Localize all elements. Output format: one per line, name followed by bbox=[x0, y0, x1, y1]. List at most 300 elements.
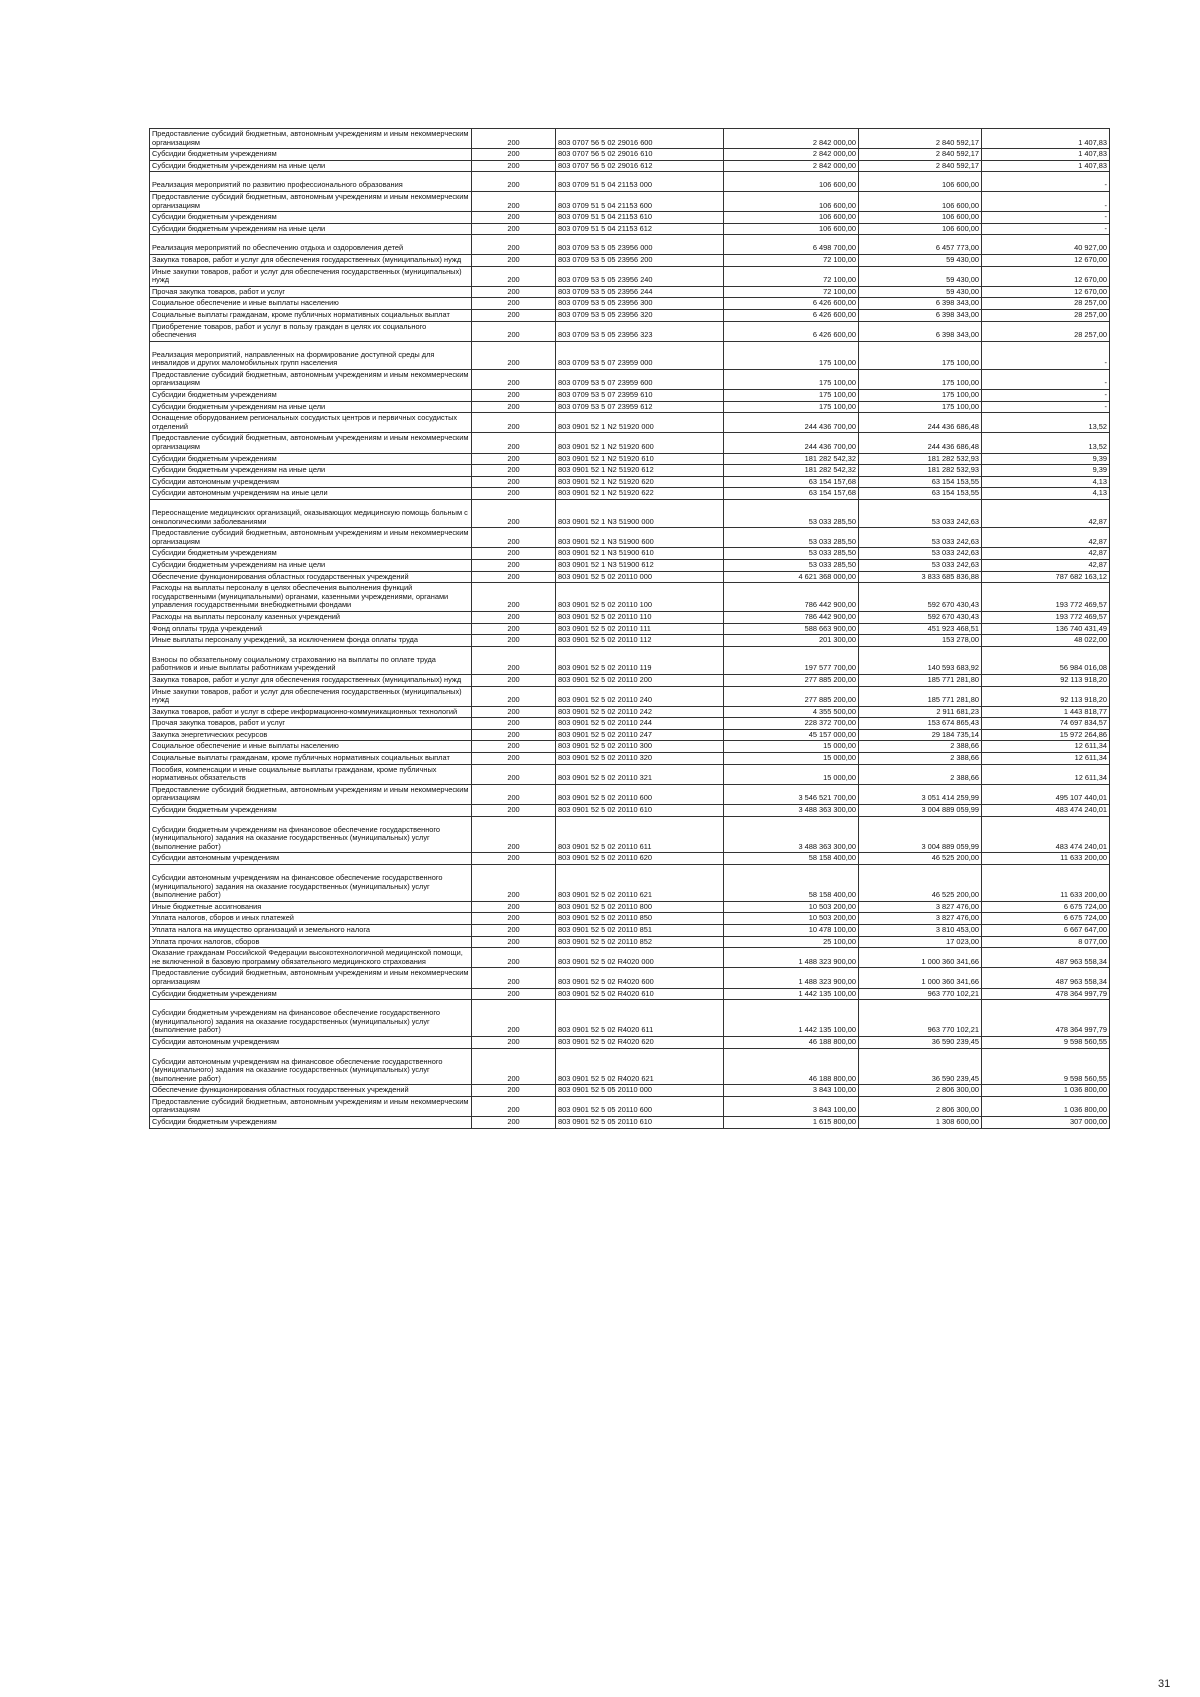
row-budget-code: 803 0709 53 5 05 23956 323 bbox=[556, 321, 724, 341]
row-executed-amount: 244 436 686,48 bbox=[859, 413, 982, 433]
row-unexecuted-amount: 1 407,83 bbox=[982, 129, 1110, 149]
table-row bbox=[150, 465, 1110, 477]
row-name: Субсидии бюджетным учреждениям bbox=[150, 805, 472, 817]
row-budget-code: 803 0709 53 5 07 23959 000 bbox=[556, 341, 724, 369]
table-row bbox=[150, 223, 1110, 235]
row-budget-code: 803 0901 52 5 02 20110 610 bbox=[556, 805, 724, 817]
row-executed-amount: 185 771 281,80 bbox=[859, 674, 982, 686]
row-approved-amount: 1 442 135 100,00 bbox=[724, 988, 859, 1000]
row-budget-code: 803 0901 52 1 N2 51920 000 bbox=[556, 413, 724, 433]
row-budget-code: 803 0709 51 5 04 21153 000 bbox=[556, 172, 724, 192]
row-executed-amount: 6 398 343,00 bbox=[859, 321, 982, 341]
row-line-code: 200 bbox=[472, 764, 556, 784]
row-unexecuted-amount: - bbox=[982, 401, 1110, 413]
row-executed-amount: 963 770 102,21 bbox=[859, 988, 982, 1000]
row-line-code: 200 bbox=[472, 488, 556, 500]
row-name: Субсидии автономным учреждениям bbox=[150, 476, 472, 488]
row-unexecuted-amount: 42,87 bbox=[982, 559, 1110, 571]
row-executed-amount: 63 154 153,55 bbox=[859, 476, 982, 488]
row-name: Предоставление субсидий бюджетным, автономным учреждениям и иным некоммерческим организациям bbox=[150, 784, 472, 804]
row-line-code: 200 bbox=[472, 611, 556, 623]
row-unexecuted-amount: - bbox=[982, 172, 1110, 192]
row-approved-amount: 53 033 285,50 bbox=[724, 500, 859, 528]
row-approved-amount: 10 503 200,00 bbox=[724, 901, 859, 913]
row-executed-amount: 59 430,00 bbox=[859, 286, 982, 298]
row-name: Реализация мероприятий по развитию профессионального образования bbox=[150, 172, 472, 192]
row-name: Субсидии бюджетным учреждениям на иные цели bbox=[150, 559, 472, 571]
row-approved-amount: 3 488 363 300,00 bbox=[724, 816, 859, 853]
row-executed-amount: 53 033 242,63 bbox=[859, 500, 982, 528]
row-executed-amount: 3 051 414 259,99 bbox=[859, 784, 982, 804]
row-approved-amount: 3 546 521 700,00 bbox=[724, 784, 859, 804]
row-budget-code: 803 0901 52 5 02 20110 242 bbox=[556, 706, 724, 718]
row-unexecuted-amount: 15 972 264,86 bbox=[982, 729, 1110, 741]
row-name: Предоставление субсидий бюджетным, автономным учреждениям и иным некоммерческим организациям bbox=[150, 369, 472, 389]
table-row bbox=[150, 865, 1110, 902]
row-unexecuted-amount: 92 113 918,20 bbox=[982, 674, 1110, 686]
table-row bbox=[150, 706, 1110, 718]
row-unexecuted-amount: 1 443 818,77 bbox=[982, 706, 1110, 718]
table-row bbox=[150, 298, 1110, 310]
table-row bbox=[150, 453, 1110, 465]
row-executed-amount: 175 100,00 bbox=[859, 401, 982, 413]
row-line-code: 200 bbox=[472, 235, 556, 255]
row-budget-code: 803 0709 53 5 05 23956 240 bbox=[556, 266, 724, 286]
row-line-code: 200 bbox=[472, 528, 556, 548]
row-line-code: 200 bbox=[472, 674, 556, 686]
row-name: Субсидии бюджетным учреждениям bbox=[150, 1117, 472, 1129]
row-name: Иные закупки товаров, работ и услуг для обеспечения государственных (муниципальных) нужд bbox=[150, 686, 472, 706]
row-line-code: 200 bbox=[472, 1085, 556, 1097]
row-name: Предоставление субсидий бюджетным, автономным учреждениям и иным некоммерческим организациям bbox=[150, 433, 472, 453]
row-executed-amount: 592 670 430,43 bbox=[859, 611, 982, 623]
row-unexecuted-amount: 487 963 558,34 bbox=[982, 968, 1110, 988]
row-budget-code: 803 0901 52 1 N2 51920 622 bbox=[556, 488, 724, 500]
row-name: Субсидии бюджетным учреждениям bbox=[150, 548, 472, 560]
table-row bbox=[150, 718, 1110, 730]
row-line-code: 200 bbox=[472, 1096, 556, 1116]
row-line-code: 200 bbox=[472, 948, 556, 968]
row-approved-amount: 1 442 135 100,00 bbox=[724, 1000, 859, 1037]
row-executed-amount: 592 670 430,43 bbox=[859, 583, 982, 612]
row-executed-amount: 175 100,00 bbox=[859, 390, 982, 402]
table-row bbox=[150, 191, 1110, 211]
row-unexecuted-amount: 1 407,83 bbox=[982, 160, 1110, 172]
row-budget-code: 803 0901 52 5 02 R4020 610 bbox=[556, 988, 724, 1000]
row-approved-amount: 46 188 800,00 bbox=[724, 1048, 859, 1085]
row-unexecuted-amount: 9,39 bbox=[982, 465, 1110, 477]
row-budget-code: 803 0709 53 5 05 23956 200 bbox=[556, 254, 724, 266]
table-row bbox=[150, 433, 1110, 453]
row-name: Субсидии бюджетным учреждениям bbox=[150, 390, 472, 402]
row-executed-amount: 3 833 685 836,88 bbox=[859, 571, 982, 583]
row-name: Предоставление субсидий бюджетным, автономным учреждениям и иным некоммерческим организациям bbox=[150, 528, 472, 548]
row-approved-amount: 10 503 200,00 bbox=[724, 913, 859, 925]
row-line-code: 200 bbox=[472, 548, 556, 560]
row-executed-amount: 36 590 239,45 bbox=[859, 1048, 982, 1085]
row-line-code: 200 bbox=[472, 413, 556, 433]
row-budget-code: 803 0709 53 5 05 23956 300 bbox=[556, 298, 724, 310]
row-budget-code: 803 0901 52 1 N2 51920 610 bbox=[556, 453, 724, 465]
row-executed-amount: 244 436 686,48 bbox=[859, 433, 982, 453]
row-line-code: 200 bbox=[472, 729, 556, 741]
table-row bbox=[150, 476, 1110, 488]
row-approved-amount: 786 442 900,00 bbox=[724, 611, 859, 623]
row-line-code: 200 bbox=[472, 686, 556, 706]
row-executed-amount: 1 000 360 341,66 bbox=[859, 968, 982, 988]
row-budget-code: 803 0901 52 5 02 R4020 611 bbox=[556, 1000, 724, 1037]
row-approved-amount: 1 615 800,00 bbox=[724, 1117, 859, 1129]
row-budget-code: 803 0901 52 5 02 R4020 600 bbox=[556, 968, 724, 988]
row-unexecuted-amount: 28 257,00 bbox=[982, 309, 1110, 321]
row-budget-code: 803 0901 52 5 02 20110 110 bbox=[556, 611, 724, 623]
table-row bbox=[150, 646, 1110, 674]
row-line-code: 200 bbox=[472, 901, 556, 913]
row-line-code: 200 bbox=[472, 341, 556, 369]
row-budget-code: 803 0901 52 5 02 20110 621 bbox=[556, 865, 724, 902]
row-budget-code: 803 0709 51 5 04 21153 610 bbox=[556, 212, 724, 224]
row-budget-code: 803 0709 53 5 05 23956 244 bbox=[556, 286, 724, 298]
table-row bbox=[150, 160, 1110, 172]
row-approved-amount: 2 842 000,00 bbox=[724, 149, 859, 161]
row-unexecuted-amount: 12 611,34 bbox=[982, 753, 1110, 765]
row-name: Иные выплаты персоналу учреждений, за исключением фонда оплаты труда bbox=[150, 635, 472, 647]
row-unexecuted-amount: - bbox=[982, 369, 1110, 389]
row-unexecuted-amount: 483 474 240,01 bbox=[982, 816, 1110, 853]
row-name: Социальные выплаты гражданам, кроме публичных нормативных социальных выплат bbox=[150, 753, 472, 765]
row-executed-amount: 2 911 681,23 bbox=[859, 706, 982, 718]
row-line-code: 200 bbox=[472, 172, 556, 192]
row-approved-amount: 1 488 323 900,00 bbox=[724, 968, 859, 988]
row-approved-amount: 175 100,00 bbox=[724, 401, 859, 413]
row-name: Переоснащение медицинских организаций, оказывающих медицинскую помощь больным с онкологическими заболеваниями bbox=[150, 500, 472, 528]
row-unexecuted-amount: 4,13 bbox=[982, 476, 1110, 488]
row-unexecuted-amount: 11 633 200,00 bbox=[982, 865, 1110, 902]
row-budget-code: 803 0901 52 5 02 20110 240 bbox=[556, 686, 724, 706]
table-row bbox=[150, 948, 1110, 968]
table-body bbox=[150, 129, 1110, 1129]
table-row bbox=[150, 235, 1110, 255]
row-line-code: 200 bbox=[472, 1000, 556, 1037]
row-approved-amount: 4 355 500,00 bbox=[724, 706, 859, 718]
row-executed-amount: 59 430,00 bbox=[859, 254, 982, 266]
table-row bbox=[150, 816, 1110, 853]
row-name: Закупка товаров, работ и услуг в сфере информационно-коммуникационных технологий bbox=[150, 706, 472, 718]
row-unexecuted-amount: 478 364 997,79 bbox=[982, 988, 1110, 1000]
row-line-code: 200 bbox=[472, 212, 556, 224]
row-executed-amount: 1 308 600,00 bbox=[859, 1117, 982, 1129]
row-approved-amount: 3 488 363 300,00 bbox=[724, 805, 859, 817]
row-unexecuted-amount: 12 611,34 bbox=[982, 741, 1110, 753]
row-budget-code: 803 0901 52 5 02 20110 111 bbox=[556, 623, 724, 635]
row-line-code: 200 bbox=[472, 476, 556, 488]
row-name: Предоставление субсидий бюджетным, автономным учреждениям и иным некоммерческим организациям bbox=[150, 1096, 472, 1116]
table-row bbox=[150, 805, 1110, 817]
row-unexecuted-amount: 11 633 200,00 bbox=[982, 853, 1110, 865]
table-row bbox=[150, 924, 1110, 936]
row-approved-amount: 72 100,00 bbox=[724, 286, 859, 298]
row-line-code: 200 bbox=[472, 1036, 556, 1048]
row-approved-amount: 63 154 157,68 bbox=[724, 476, 859, 488]
row-approved-amount: 46 188 800,00 bbox=[724, 1036, 859, 1048]
row-name: Субсидии автономным учреждениям bbox=[150, 1036, 472, 1048]
row-approved-amount: 244 436 700,00 bbox=[724, 413, 859, 433]
row-budget-code: 803 0709 53 5 05 23956 320 bbox=[556, 309, 724, 321]
row-name: Иные бюджетные ассигнования bbox=[150, 901, 472, 913]
row-budget-code: 803 0901 52 5 02 20110 244 bbox=[556, 718, 724, 730]
row-name: Субсидии автономным учреждениям на финансовое обеспечение государственного (муниципального) задания на оказание государственных (муниципальных) услуг (выполнение работ) bbox=[150, 865, 472, 902]
row-unexecuted-amount: 193 772 469,57 bbox=[982, 583, 1110, 612]
row-budget-code: 803 0901 52 5 02 20110 000 bbox=[556, 571, 724, 583]
row-executed-amount: 6 398 343,00 bbox=[859, 309, 982, 321]
row-line-code: 200 bbox=[472, 266, 556, 286]
row-budget-code: 803 0709 53 5 07 23959 612 bbox=[556, 401, 724, 413]
row-unexecuted-amount: 42,87 bbox=[982, 500, 1110, 528]
row-budget-code: 803 0707 56 5 02 29016 600 bbox=[556, 129, 724, 149]
row-unexecuted-amount: - bbox=[982, 223, 1110, 235]
row-name: Фонд оплаты труда учреждений bbox=[150, 623, 472, 635]
row-name: Реализация мероприятий, направленных на формирование доступной среды для инвалидов и других маломобильных групп населения bbox=[150, 341, 472, 369]
table-row bbox=[150, 401, 1110, 413]
row-approved-amount: 277 885 200,00 bbox=[724, 674, 859, 686]
row-unexecuted-amount: 307 000,00 bbox=[982, 1117, 1110, 1129]
row-executed-amount: 181 282 532,93 bbox=[859, 453, 982, 465]
row-unexecuted-amount: 12 670,00 bbox=[982, 254, 1110, 266]
row-unexecuted-amount: 74 697 834,57 bbox=[982, 718, 1110, 730]
table-row bbox=[150, 149, 1110, 161]
row-line-code: 200 bbox=[472, 988, 556, 1000]
row-approved-amount: 4 621 368 000,00 bbox=[724, 571, 859, 583]
row-executed-amount: 185 771 281,80 bbox=[859, 686, 982, 706]
row-unexecuted-amount: 56 984 016,08 bbox=[982, 646, 1110, 674]
table-row bbox=[150, 571, 1110, 583]
table-row bbox=[150, 1117, 1110, 1129]
row-approved-amount: 197 577 700,00 bbox=[724, 646, 859, 674]
table-row bbox=[150, 741, 1110, 753]
row-line-code: 200 bbox=[472, 223, 556, 235]
row-approved-amount: 6 498 700,00 bbox=[724, 235, 859, 255]
row-name: Уплата налогов, сборов и иных платежей bbox=[150, 913, 472, 925]
row-name: Уплата прочих налогов, сборов bbox=[150, 936, 472, 948]
table-row bbox=[150, 611, 1110, 623]
row-unexecuted-amount: 13,52 bbox=[982, 413, 1110, 433]
row-unexecuted-amount: 42,87 bbox=[982, 548, 1110, 560]
row-unexecuted-amount: 12 670,00 bbox=[982, 266, 1110, 286]
row-budget-code: 803 0709 53 5 05 23956 000 bbox=[556, 235, 724, 255]
table-row bbox=[150, 988, 1110, 1000]
row-name: Субсидии бюджетным учреждениям на финансовое обеспечение государственного (муниципального) задания на оказание государственных (муниципальных) услуг (выполнение работ) bbox=[150, 816, 472, 853]
row-approved-amount: 72 100,00 bbox=[724, 254, 859, 266]
row-budget-code: 803 0901 52 1 N2 51920 600 bbox=[556, 433, 724, 453]
row-unexecuted-amount: 6 675 724,00 bbox=[982, 901, 1110, 913]
row-line-code: 200 bbox=[472, 936, 556, 948]
table-row bbox=[150, 1096, 1110, 1116]
row-budget-code: 803 0901 52 1 N3 51900 610 bbox=[556, 548, 724, 560]
table-row bbox=[150, 1000, 1110, 1037]
table-row bbox=[150, 853, 1110, 865]
row-line-code: 200 bbox=[472, 453, 556, 465]
row-executed-amount: 3 004 889 059,99 bbox=[859, 816, 982, 853]
table-row bbox=[150, 286, 1110, 298]
row-budget-code: 803 0901 52 5 02 20110 850 bbox=[556, 913, 724, 925]
row-name: Субсидии бюджетным учреждениям на иные цели bbox=[150, 223, 472, 235]
row-line-code: 200 bbox=[472, 753, 556, 765]
row-budget-code: 803 0901 52 5 02 R4020 621 bbox=[556, 1048, 724, 1085]
table-row bbox=[150, 548, 1110, 560]
row-line-code: 200 bbox=[472, 465, 556, 477]
table-row bbox=[150, 729, 1110, 741]
row-budget-code: 803 0901 52 5 02 20110 321 bbox=[556, 764, 724, 784]
table-row bbox=[150, 500, 1110, 528]
row-approved-amount: 6 426 600,00 bbox=[724, 298, 859, 310]
table-row bbox=[150, 674, 1110, 686]
row-executed-amount: 2 806 300,00 bbox=[859, 1096, 982, 1116]
row-budget-code: 803 0707 56 5 02 29016 610 bbox=[556, 149, 724, 161]
row-executed-amount: 59 430,00 bbox=[859, 266, 982, 286]
row-unexecuted-amount: - bbox=[982, 341, 1110, 369]
row-executed-amount: 153 674 865,43 bbox=[859, 718, 982, 730]
row-name: Субсидии автономным учреждениям на иные цели bbox=[150, 488, 472, 500]
row-executed-amount: 53 033 242,63 bbox=[859, 548, 982, 560]
table-row bbox=[150, 488, 1110, 500]
row-unexecuted-amount: 92 113 918,20 bbox=[982, 686, 1110, 706]
row-executed-amount: 2 840 592,17 bbox=[859, 160, 982, 172]
row-executed-amount: 2 388,66 bbox=[859, 753, 982, 765]
row-name: Закупка товаров, работ и услуг для обеспечения государственных (муниципальных) нужд bbox=[150, 674, 472, 686]
row-budget-code: 803 0709 51 5 04 21153 600 bbox=[556, 191, 724, 211]
row-unexecuted-amount: 1 407,83 bbox=[982, 149, 1110, 161]
table-row bbox=[150, 390, 1110, 402]
row-approved-amount: 175 100,00 bbox=[724, 390, 859, 402]
table-row bbox=[150, 309, 1110, 321]
row-name: Реализация мероприятий по обеспечению отдыха и оздоровления детей bbox=[150, 235, 472, 255]
table-row bbox=[150, 901, 1110, 913]
row-unexecuted-amount: - bbox=[982, 390, 1110, 402]
row-line-code: 200 bbox=[472, 559, 556, 571]
row-approved-amount: 2 842 000,00 bbox=[724, 129, 859, 149]
row-name: Расходы на выплаты персоналу казенных учреждений bbox=[150, 611, 472, 623]
row-approved-amount: 3 843 100,00 bbox=[724, 1085, 859, 1097]
row-unexecuted-amount: 9 598 560,55 bbox=[982, 1048, 1110, 1085]
row-unexecuted-amount: 42,87 bbox=[982, 528, 1110, 548]
row-line-code: 200 bbox=[472, 784, 556, 804]
row-unexecuted-amount: 193 772 469,57 bbox=[982, 611, 1110, 623]
table-row bbox=[150, 172, 1110, 192]
row-name: Субсидии бюджетным учреждениям bbox=[150, 149, 472, 161]
row-unexecuted-amount: 13,52 bbox=[982, 433, 1110, 453]
row-executed-amount: 29 184 735,14 bbox=[859, 729, 982, 741]
row-name: Закупка товаров, работ и услуг для обеспечения государственных (муниципальных) нужд bbox=[150, 254, 472, 266]
row-approved-amount: 45 157 000,00 bbox=[724, 729, 859, 741]
row-name: Субсидии автономным учреждениям bbox=[150, 853, 472, 865]
row-line-code: 200 bbox=[472, 718, 556, 730]
row-name: Субсидии бюджетным учреждениям на иные цели bbox=[150, 465, 472, 477]
row-approved-amount: 786 442 900,00 bbox=[724, 583, 859, 612]
row-approved-amount: 15 000,00 bbox=[724, 753, 859, 765]
table-row bbox=[150, 1048, 1110, 1085]
row-unexecuted-amount: 478 364 997,79 bbox=[982, 1000, 1110, 1037]
row-line-code: 200 bbox=[472, 646, 556, 674]
row-unexecuted-amount: 28 257,00 bbox=[982, 321, 1110, 341]
row-unexecuted-amount: - bbox=[982, 212, 1110, 224]
row-approved-amount: 15 000,00 bbox=[724, 741, 859, 753]
row-approved-amount: 1 488 323 900,00 bbox=[724, 948, 859, 968]
table-row bbox=[150, 753, 1110, 765]
budget-execution-table bbox=[149, 128, 1110, 1129]
row-line-code: 200 bbox=[472, 129, 556, 149]
row-executed-amount: 53 033 242,63 bbox=[859, 559, 982, 571]
row-budget-code: 803 0901 52 5 02 R4020 620 bbox=[556, 1036, 724, 1048]
row-line-code: 200 bbox=[472, 1117, 556, 1129]
row-line-code: 200 bbox=[472, 968, 556, 988]
row-budget-code: 803 0901 52 1 N3 51900 612 bbox=[556, 559, 724, 571]
row-unexecuted-amount: 1 036 800,00 bbox=[982, 1085, 1110, 1097]
row-line-code: 200 bbox=[472, 1048, 556, 1085]
row-executed-amount: 1 000 360 341,66 bbox=[859, 948, 982, 968]
row-budget-code: 803 0901 52 5 05 20110 600 bbox=[556, 1096, 724, 1116]
row-name: Обеспечение функционирования областных государственных учреждений bbox=[150, 1085, 472, 1097]
row-budget-code: 803 0901 52 5 02 20110 300 bbox=[556, 741, 724, 753]
row-name: Субсидии автономным учреждениям на финансовое обеспечение государственного (муниципального) задания на оказание государственных (муниципальных) услуг (выполнение работ) bbox=[150, 1048, 472, 1085]
row-budget-code: 803 0901 52 5 02 20110 851 bbox=[556, 924, 724, 936]
row-executed-amount: 17 023,00 bbox=[859, 936, 982, 948]
table-row bbox=[150, 635, 1110, 647]
row-unexecuted-amount: 483 474 240,01 bbox=[982, 805, 1110, 817]
row-line-code: 200 bbox=[472, 583, 556, 612]
row-budget-code: 803 0709 53 5 07 23959 600 bbox=[556, 369, 724, 389]
row-approved-amount: 58 158 400,00 bbox=[724, 853, 859, 865]
row-name: Субсидии бюджетным учреждениям bbox=[150, 988, 472, 1000]
table-row bbox=[150, 341, 1110, 369]
row-executed-amount: 6 457 773,00 bbox=[859, 235, 982, 255]
row-approved-amount: 106 600,00 bbox=[724, 172, 859, 192]
row-line-code: 200 bbox=[472, 298, 556, 310]
row-budget-code: 803 0901 52 5 02 20110 119 bbox=[556, 646, 724, 674]
row-name: Субсидии бюджетным учреждениям bbox=[150, 212, 472, 224]
row-unexecuted-amount: 1 036 800,00 bbox=[982, 1096, 1110, 1116]
row-approved-amount: 3 843 100,00 bbox=[724, 1096, 859, 1116]
row-name: Оснащение оборудованием региональных сосудистых центров и первичных сосудистых отделений bbox=[150, 413, 472, 433]
table-row bbox=[150, 413, 1110, 433]
row-budget-code: 803 0901 52 5 02 20110 112 bbox=[556, 635, 724, 647]
row-budget-code: 803 0901 52 5 05 20110 000 bbox=[556, 1085, 724, 1097]
row-approved-amount: 201 300,00 bbox=[724, 635, 859, 647]
row-executed-amount: 963 770 102,21 bbox=[859, 1000, 982, 1037]
row-name: Оказание гражданам Российской Федерации высокотехнологичной медицинской помощи, не включенной в базовую программу обязательного медицинского страхования bbox=[150, 948, 472, 968]
row-line-code: 200 bbox=[472, 321, 556, 341]
row-budget-code: 803 0709 51 5 04 21153 612 bbox=[556, 223, 724, 235]
row-line-code: 200 bbox=[472, 741, 556, 753]
row-line-code: 200 bbox=[472, 369, 556, 389]
row-unexecuted-amount: 48 022,00 bbox=[982, 635, 1110, 647]
row-executed-amount: 6 398 343,00 bbox=[859, 298, 982, 310]
row-name: Обеспечение функционирования областных государственных учреждений bbox=[150, 571, 472, 583]
row-unexecuted-amount: - bbox=[982, 191, 1110, 211]
table-row bbox=[150, 913, 1110, 925]
row-line-code: 200 bbox=[472, 865, 556, 902]
row-approved-amount: 175 100,00 bbox=[724, 341, 859, 369]
row-line-code: 200 bbox=[472, 433, 556, 453]
row-approved-amount: 53 033 285,50 bbox=[724, 528, 859, 548]
row-budget-code: 803 0901 52 5 02 20110 200 bbox=[556, 674, 724, 686]
table-row bbox=[150, 1036, 1110, 1048]
row-budget-code: 803 0707 56 5 02 29016 612 bbox=[556, 160, 724, 172]
row-executed-amount: 2 840 592,17 bbox=[859, 129, 982, 149]
row-name: Социальное обеспечение и иные выплаты населению bbox=[150, 298, 472, 310]
row-approved-amount: 15 000,00 bbox=[724, 764, 859, 784]
row-approved-amount: 181 282 542,32 bbox=[724, 453, 859, 465]
row-unexecuted-amount: 9 598 560,55 bbox=[982, 1036, 1110, 1048]
